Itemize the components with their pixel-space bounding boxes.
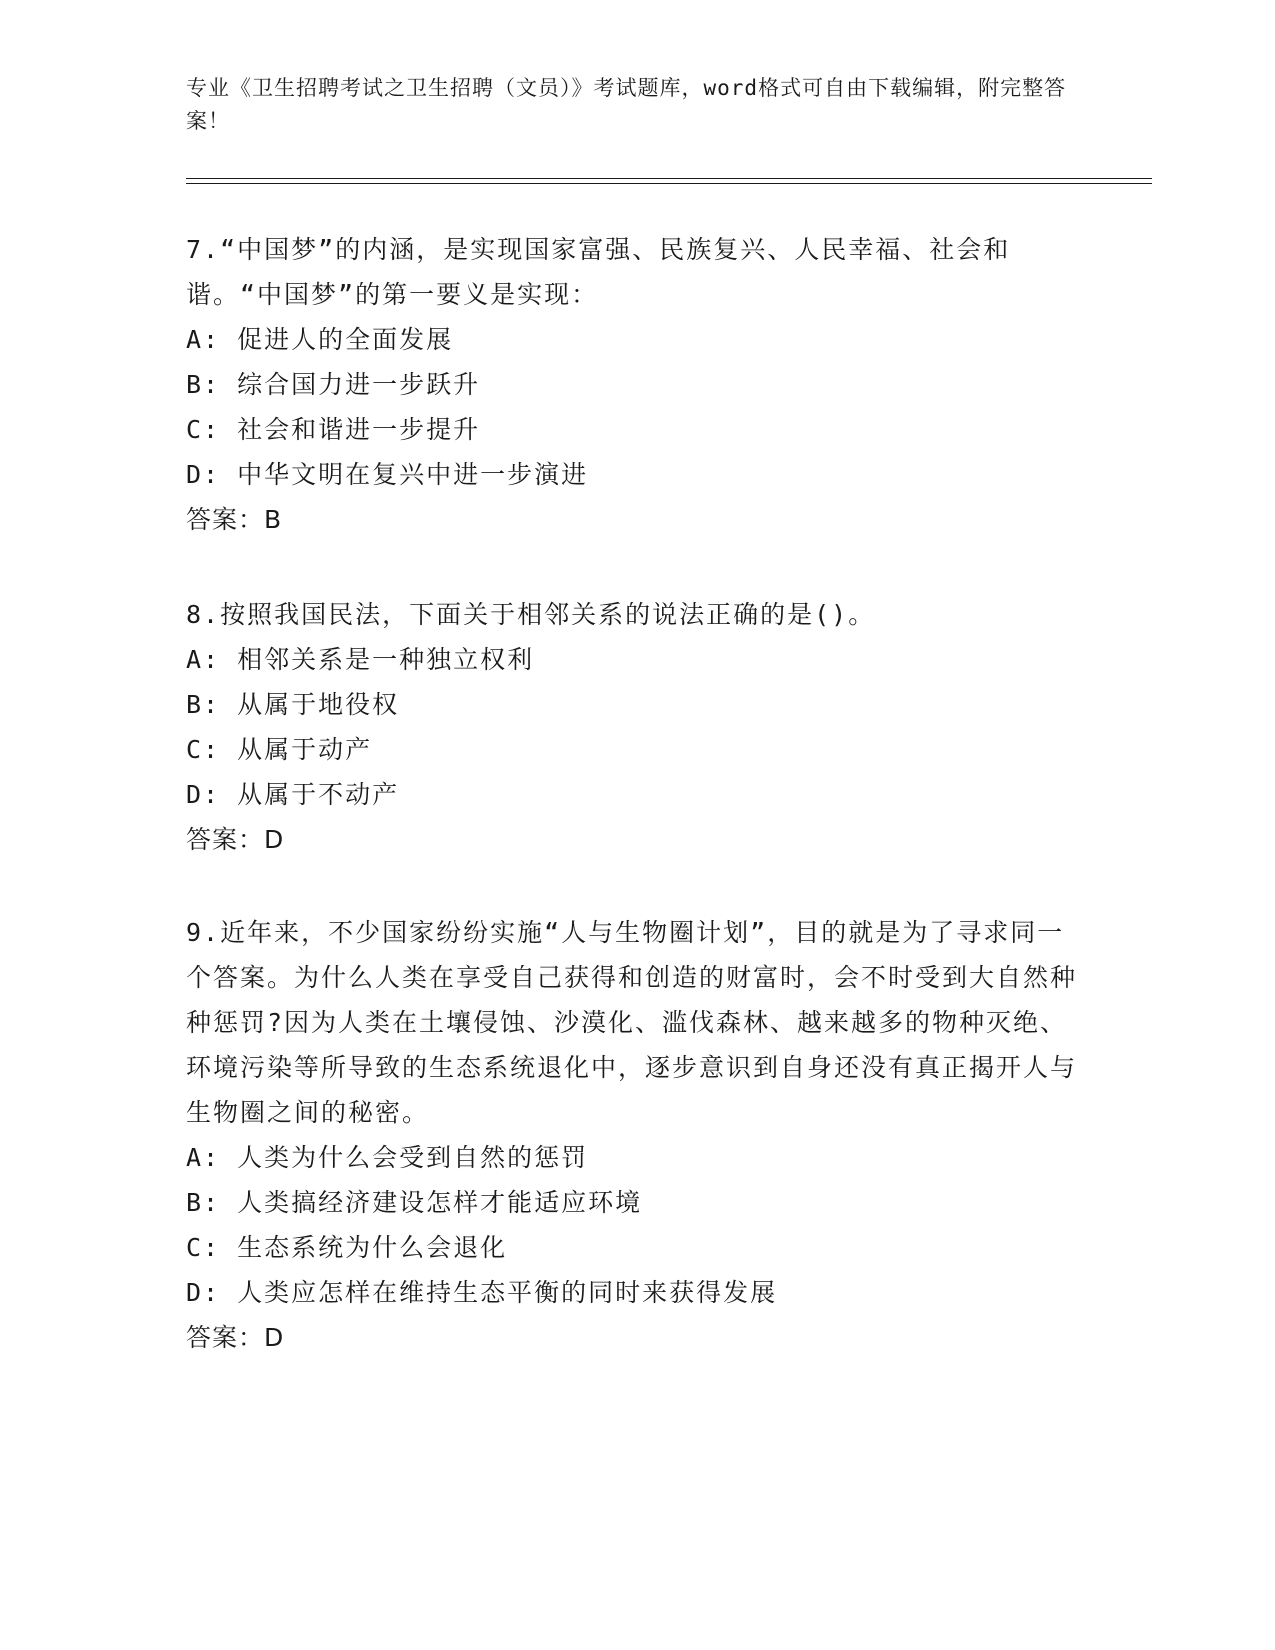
option-d: D: 中华文明在复兴中进一步演进	[186, 460, 589, 489]
header-divider-bottom	[186, 183, 1152, 184]
question-text: 7.“中国梦”的内涵，是实现国家富强、民族复兴、人民幸福、社会和谐。“中国梦”的第一要义是实现：	[186, 235, 1011, 309]
answer-value: D	[264, 1323, 285, 1352]
question-7	[186, 227, 1086, 542]
header-text: 专业《卫生招聘考试之卫生招聘（文员）》考试题库，word格式可自由下载编辑，附完整答案！	[186, 76, 1067, 133]
answer-value: B	[264, 505, 283, 534]
option-c: C: 从属于动产	[186, 735, 373, 764]
document-header	[186, 72, 1086, 138]
option-a: A: 相邻关系是一种独立权利	[186, 645, 535, 674]
answer-label: 答案	[186, 505, 239, 534]
option-b: B: 综合国力进一步跃升	[186, 370, 481, 399]
answer-label: 答案	[186, 825, 239, 854]
answer-line	[186, 1315, 1086, 1360]
option-d: D: 人类应怎样在维持生态平衡的同时来获得发展	[186, 1278, 778, 1307]
answer-separator: ：	[238, 825, 265, 854]
answer-value: D	[264, 825, 285, 854]
answer-line	[186, 497, 1086, 542]
option-c: C: 社会和谐进一步提升	[186, 415, 481, 444]
option-c: C: 生态系统为什么会退化	[186, 1233, 508, 1262]
question-text: 9.近年来，不少国家纷纷实施“人与生物圈计划”，目的就是为了寻求同一个答案。为什么人类在享受自己获得和创造的财富时，会不时受到大自然种种惩罚?因为人类在土壤侵蚀、沙漠化、滥伐森林、越来越多的物种灭绝、环境污染等所导致的生态系统退化中，逐步意识到自身还没有真正揭开人与生物圈之间的秘密。	[186, 918, 1078, 1127]
question-text: 8.按照我国民法，下面关于相邻关系的说法正确的是()。	[186, 600, 876, 629]
option-b: B: 从属于地役权	[186, 690, 400, 719]
option-a: A: 促进人的全面发展	[186, 325, 454, 354]
answer-line	[186, 817, 1086, 862]
answer-separator: ：	[238, 505, 265, 534]
question-8	[186, 592, 1086, 862]
answer-separator: ：	[238, 1323, 265, 1352]
answer-label: 答案	[186, 1323, 239, 1352]
option-b: B: 人类搞经济建设怎样才能适应环境	[186, 1188, 643, 1217]
option-d: D: 从属于不动产	[186, 780, 400, 809]
option-a: A: 人类为什么会受到自然的惩罚	[186, 1143, 589, 1172]
question-9	[186, 910, 1086, 1360]
header-divider-top	[186, 178, 1152, 179]
